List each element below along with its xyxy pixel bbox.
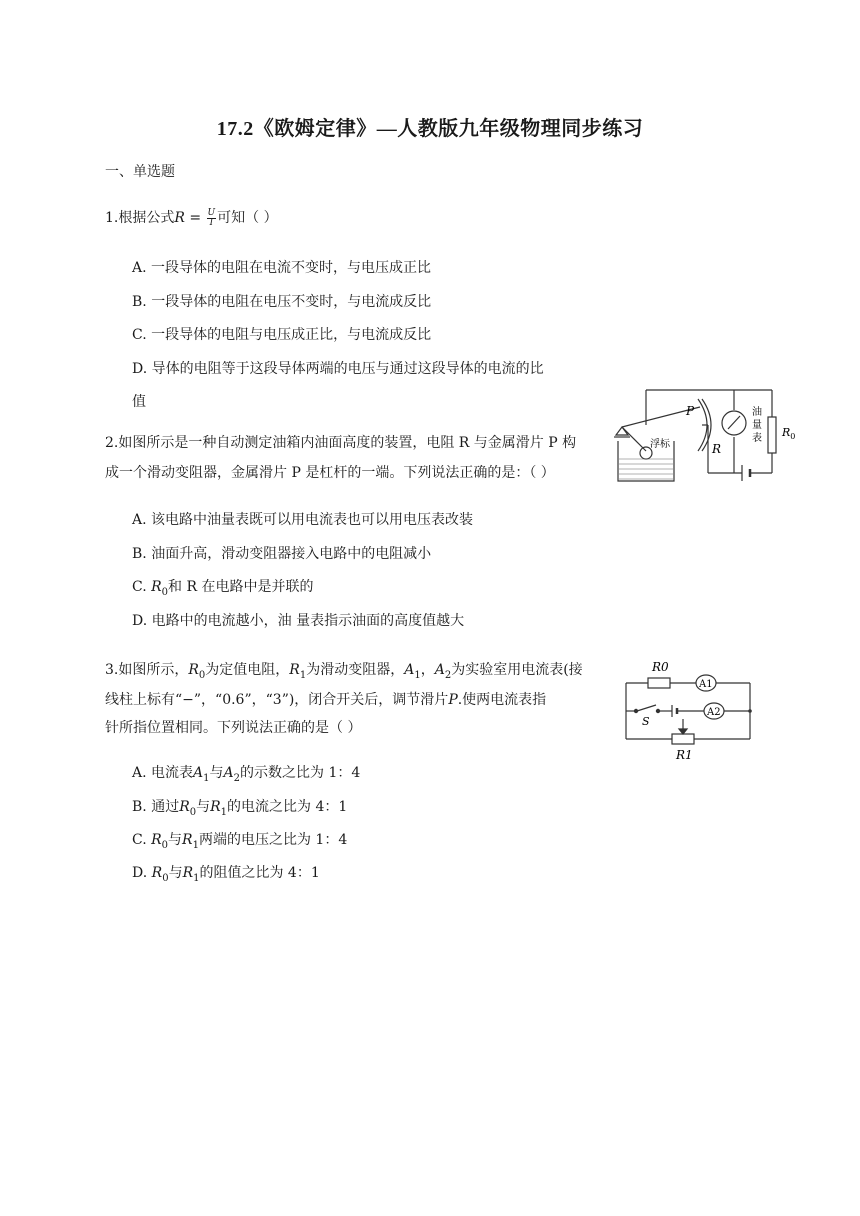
q1-formula-eq: = bbox=[184, 210, 206, 226]
q3-text: 3.如图所示， bbox=[105, 662, 189, 678]
q3-text: C. bbox=[132, 832, 152, 848]
q2-option-b: B. 油面升高，滑动变阻器接入电路中的电阻减小 bbox=[132, 546, 432, 562]
q3-text: 为实验室用电流表(接 bbox=[451, 662, 583, 678]
q3-sub: 2 bbox=[233, 772, 241, 784]
q2-option-c-rest: 和 R 在电路中是并联的 bbox=[168, 579, 314, 595]
q3-text: 的阻值之比为 4：1 bbox=[199, 865, 320, 881]
q3-sym: R bbox=[289, 662, 300, 678]
q1-frac-num: U bbox=[207, 207, 216, 218]
q1-formula-lhs: R bbox=[174, 210, 185, 226]
q3-sub: 0 bbox=[198, 669, 206, 681]
q3-sym: R bbox=[210, 799, 221, 815]
q1-frac-den: I bbox=[209, 217, 214, 228]
q3-sym: A bbox=[223, 765, 234, 781]
q3-text: ， bbox=[420, 662, 435, 678]
q3-sub: 0 bbox=[189, 806, 197, 818]
q2-diagram-label-r0 bbox=[781, 426, 795, 441]
q2-diagram-meter-char-3: 表 bbox=[752, 433, 762, 444]
q3-text: 为定值电阻， bbox=[205, 662, 290, 678]
q3-sym: R bbox=[188, 662, 199, 678]
q3-sub: 1 bbox=[193, 872, 200, 884]
q2-option-c bbox=[132, 577, 314, 603]
q3-sub: 0 bbox=[162, 872, 169, 884]
q2-diagram-label-p: P bbox=[686, 404, 695, 418]
q3-text: 的电流之比为 4：1 bbox=[227, 799, 348, 815]
q3-text: D. bbox=[132, 865, 152, 881]
q1-stem-suffix: 可知（ ） bbox=[217, 210, 278, 226]
q3-sym: A bbox=[434, 662, 445, 678]
q3-diagram-label-r0: R0 bbox=[652, 660, 669, 674]
q3-sym: R bbox=[151, 832, 162, 848]
q3-sub: 1 bbox=[414, 669, 421, 681]
q2-option-c-prefix: C. bbox=[132, 579, 152, 595]
q2-option-a: A. 该电路中油量表既可以用电流表也可以用电压表改装 bbox=[132, 512, 474, 528]
q3-option-a bbox=[132, 763, 360, 789]
page-title: 17.2《欧姆定律》—人教版九年级物理同步练习 bbox=[216, 118, 644, 140]
q3-sym: R bbox=[182, 832, 193, 848]
q3-text: 与 bbox=[168, 832, 183, 848]
q3-diagram-label-a1: A1 bbox=[699, 679, 713, 690]
q2-option-d: D. 电路中的电流越小，油 量表指示油面的高度值越大 bbox=[132, 613, 465, 629]
q3-sub: 1 bbox=[299, 669, 307, 681]
q3-option-c bbox=[132, 830, 347, 856]
q1-option-c: C. 一段导体的电阻与电压成正比，与电流成反比 bbox=[132, 327, 432, 343]
q2-stem-line-2: 成一个滑动变阻器，金属滑片 P 是杠杆的一端。下列说法正确的是：（ ） bbox=[105, 465, 555, 481]
q2-diagram-label-r: R bbox=[712, 442, 722, 456]
q3-sub: 0 bbox=[161, 839, 169, 851]
q3-option-d bbox=[132, 863, 320, 889]
q1-option-b: B. 一段导体的电阻在电压不变时，与电流成反比 bbox=[132, 294, 432, 310]
q1-stem-prefix: 1.根据公式 bbox=[105, 210, 175, 226]
q2-diagram-r0-sub: 0 bbox=[790, 432, 796, 441]
q3-option-b bbox=[132, 797, 347, 823]
q3-sym: R bbox=[151, 865, 163, 881]
q3-sym: R bbox=[182, 865, 194, 881]
q3-text: 两端的电压之比为 1：4 bbox=[198, 832, 348, 848]
q3-text: 线柱上标有“−”，“0.6”，“3”)，闭合开关后，调节滑片 bbox=[105, 692, 449, 708]
q2-diagram-label-float: 浮标 bbox=[650, 439, 670, 450]
q3-text: .使两电流表指 bbox=[457, 692, 547, 708]
q2-diagram-r0-letter: R bbox=[782, 426, 791, 439]
q3-circuit-diagram bbox=[622, 655, 758, 767]
q3-diagram-label-s: S bbox=[642, 715, 650, 728]
q3-stem-line-1 bbox=[105, 660, 583, 686]
q2-stem-line-1: 2.如图所示是一种自动测定油箱内油面高度的装置，电阻 R 与金属滑片 P 构 bbox=[105, 435, 577, 451]
q3-sub: 1 bbox=[220, 806, 228, 818]
q3-sym: R bbox=[179, 799, 190, 815]
q3-text: A. 电流表 bbox=[132, 765, 194, 781]
q3-stem-line-3: 针所指位置相同。下列说法正确的是（ ） bbox=[105, 720, 362, 736]
q3-diagram-label-r1: R1 bbox=[676, 748, 693, 762]
q2-oil-gauge-diagram bbox=[612, 385, 812, 485]
q3-sym: P bbox=[448, 692, 458, 708]
q2-option-c-r0-sub: 0 bbox=[161, 586, 169, 598]
q3-text: 与 bbox=[168, 865, 183, 881]
q3-stem-line-2 bbox=[105, 690, 546, 710]
q3-sub: 1 bbox=[203, 772, 210, 784]
q1-option-d-continuation: 值 bbox=[132, 394, 146, 410]
q3-text: 的示数之比为 1：4 bbox=[240, 765, 361, 781]
q3-sym: A bbox=[193, 765, 204, 781]
q1-formula-fraction bbox=[207, 209, 217, 228]
q2-diagram-meter-char-2: 量 bbox=[752, 420, 762, 431]
q2-diagram-meter-char-1: 油 bbox=[752, 407, 762, 418]
q3-diagram-label-a2: A2 bbox=[707, 707, 721, 718]
q3-text: 为滑动变阻器， bbox=[306, 662, 405, 678]
q1-option-d: D. 导体的电阻等于这段导体两端的电压与通过这段导体的电流的比 bbox=[132, 361, 544, 377]
q3-sym: A bbox=[404, 662, 415, 678]
q1-option-a: A. 一段导体的电阻在电流不变时，与电压成正比 bbox=[132, 260, 432, 276]
section-heading: 一、单选题 bbox=[105, 164, 175, 180]
q3-text: 与 bbox=[196, 799, 211, 815]
q3-sub: 1 bbox=[192, 839, 199, 851]
q3-text: B. 通过 bbox=[132, 799, 180, 815]
q3-sub: 2 bbox=[444, 669, 452, 681]
q3-text: 与 bbox=[209, 765, 224, 781]
q2-option-c-r0: R bbox=[151, 579, 162, 595]
q1-stem bbox=[105, 208, 278, 228]
